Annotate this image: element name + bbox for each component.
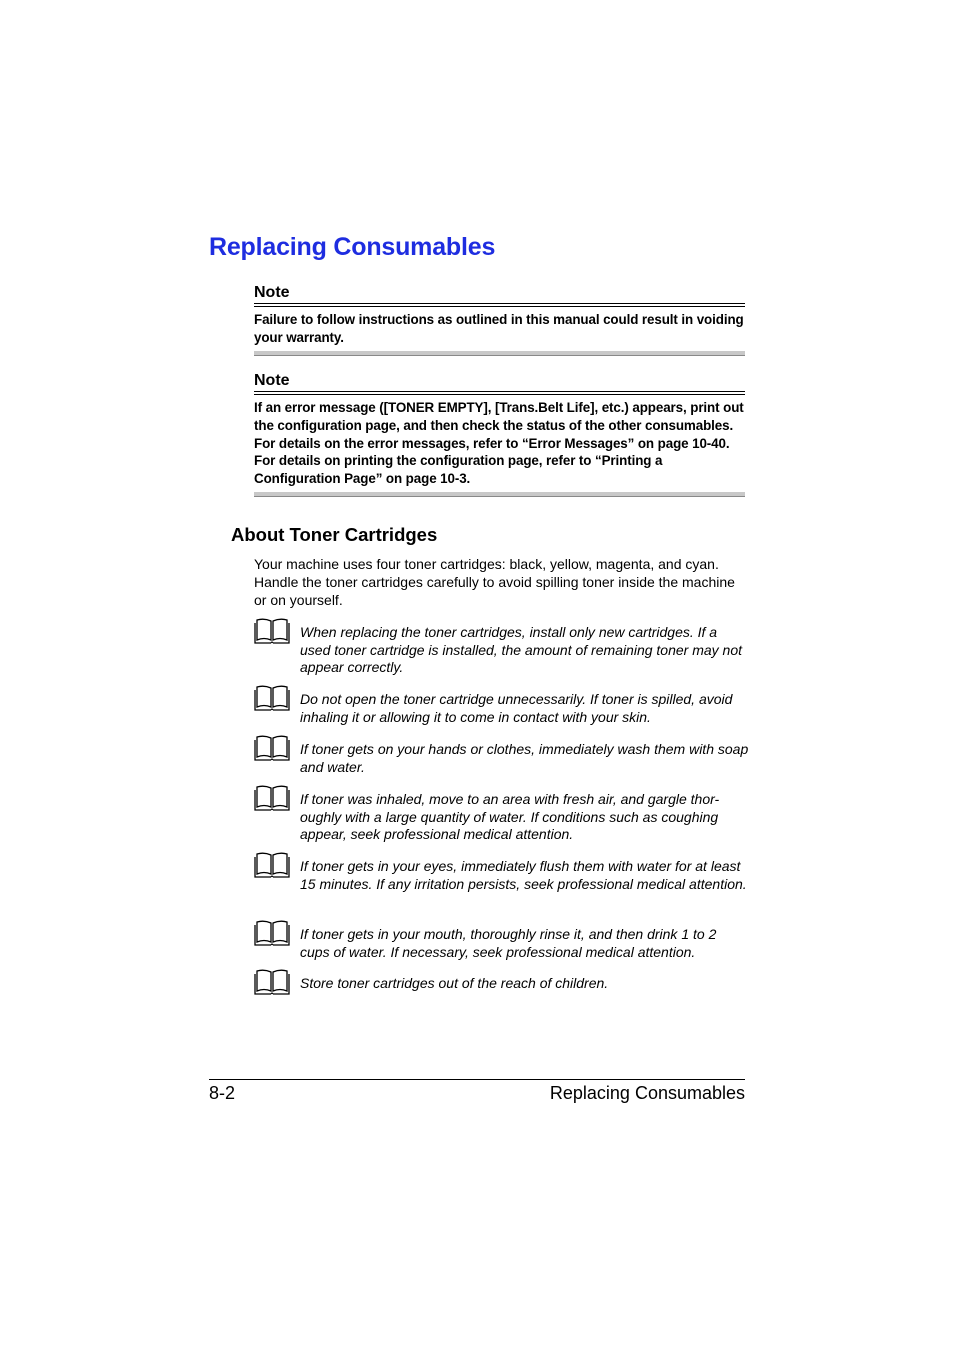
tip-item xyxy=(254,785,749,844)
tip-item xyxy=(254,920,749,961)
note-divider xyxy=(254,391,745,395)
note-text: If an error message ([TONER EMPTY], [Trans.Belt Life], etc.) appears, print out the configuration page, and then check the status of the other consumables. For details on the error messages, refer to “Error Messages” on page 10-40. For details on printing the configuration page, refer to “Printing a Configuration Page” on page 10-3. xyxy=(254,400,744,487)
tip-item xyxy=(254,618,749,677)
footer-page-number: 8-2 xyxy=(209,1083,236,1103)
book-icon xyxy=(254,618,290,644)
tip-text: Do not open the toner cartridge unnecessarily. If toner is spilled, avoid inhaling it or allowing it to come in contact with your skin. xyxy=(300,691,733,725)
tip-text: Store toner cartridges out of the reach of children. xyxy=(300,975,609,991)
note-divider xyxy=(254,303,745,307)
tip-text: If toner gets on your hands or clothes, immediately wash them with soap and water. xyxy=(300,741,749,775)
tip-item xyxy=(254,735,749,776)
tip-item xyxy=(254,685,749,726)
tip-text: If toner was inhaled, move to an area with fresh air, and gargle thor-oughly with a large quantity of water. If conditions such as coughing appear, seek professional medical attention. xyxy=(300,791,720,843)
tip-item xyxy=(254,969,749,993)
book-icon xyxy=(254,685,290,711)
note-label: Note xyxy=(254,372,290,389)
tip-item xyxy=(254,852,749,893)
page-title: Replacing Consumables xyxy=(209,233,496,261)
book-icon xyxy=(254,852,290,878)
book-icon xyxy=(254,735,290,761)
footer-chapter-title: Replacing Consumables xyxy=(549,1083,745,1103)
book-icon xyxy=(254,785,290,811)
note-bottom-bar xyxy=(254,492,745,497)
note-box xyxy=(254,372,745,497)
section-heading: About Toner Cartridges xyxy=(231,524,438,545)
book-icon xyxy=(254,920,290,946)
footer-divider xyxy=(209,1079,745,1080)
note-text: Failure to follow instructions as outlined in this manual could result in voiding your warranty. xyxy=(254,312,744,345)
tip-text: If toner gets in your mouth, thoroughly rinse it, and then drink 1 to 2 cups of water. If necessary, seek professional medical attention. xyxy=(300,926,717,960)
section-intro: Your machine uses four toner cartridges: black, yellow, magenta, and cyan. Handle the toner cartridges carefully to avoid spilling toner inside the machine or on yourself. xyxy=(254,556,735,608)
book-icon xyxy=(254,969,290,995)
tip-text: When replacing the toner cartridges, install only new cartridges. If a used toner cartridge is installed, the amount of remaining toner may not appear correctly. xyxy=(300,624,743,676)
tip-text: If toner gets in your eyes, immediately flush them with water for at least 15 minutes. If any irritation persists, seek professional medical attention. xyxy=(300,858,747,892)
note-bottom-bar xyxy=(254,351,745,356)
note-label: Note xyxy=(254,284,290,301)
note-box xyxy=(254,284,745,356)
